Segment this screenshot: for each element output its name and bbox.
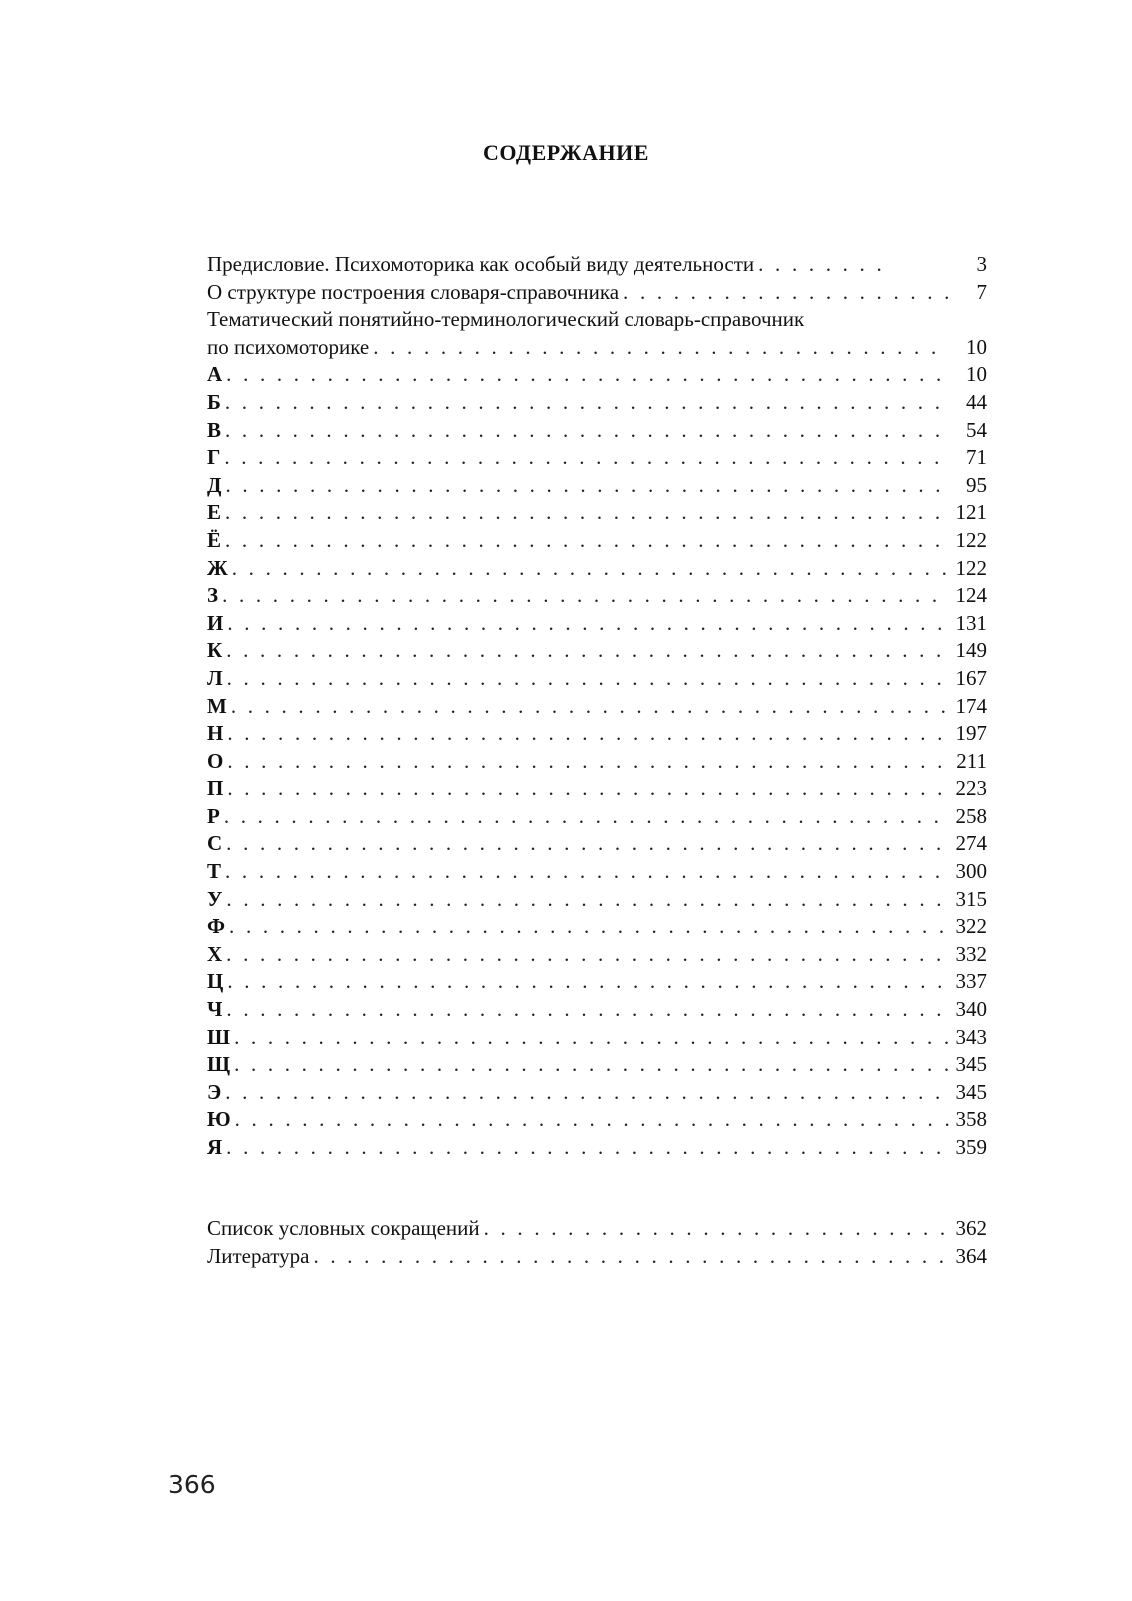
toc-entry-page: 124 (955, 583, 987, 608)
toc-entry-letter[interactable] (207, 1024, 987, 1052)
toc-entry-page: 131 (955, 610, 987, 635)
toc-entry-page: 300 (955, 859, 987, 884)
toc-entry-letter-label: В (207, 417, 222, 442)
toc-entry-letter[interactable] (207, 361, 987, 389)
dot-leader (484, 1215, 949, 1243)
toc-entry-title: Литература (207, 1243, 310, 1268)
toc-entry-letter[interactable] (207, 610, 987, 638)
dot-leader (226, 1134, 949, 1162)
toc-entry-page: 95 (966, 472, 987, 497)
dot-leader (226, 637, 949, 665)
dot-leader (226, 996, 949, 1024)
dot-leader (224, 803, 949, 831)
toc-entry-letter-label: М (207, 693, 227, 718)
toc-entry-letter[interactable] (207, 886, 987, 914)
toc-entry-title: Предисловие. Психомоторика как особый виду деятельности (207, 252, 755, 276)
toc-entry-letter[interactable] (207, 665, 987, 693)
toc-entry-letter[interactable] (207, 996, 987, 1024)
toc-entry-page: 54 (966, 417, 987, 442)
toc-entry-page: 223 (955, 776, 987, 801)
toc-entry-title-line: Тематический понятийно-терминологический словарь-справочник (207, 307, 805, 332)
toc-entry-letter-label: Щ (207, 1052, 231, 1077)
dot-leader (227, 720, 949, 748)
toc-entry-page: 7 (976, 279, 987, 304)
toc-entry-letter-label: Р (207, 803, 220, 828)
toc-entry-dictionary[interactable] (207, 306, 987, 361)
toc-entry-letter[interactable] (207, 720, 987, 748)
toc-entry-letter[interactable] (207, 1134, 987, 1162)
toc-entry-letter[interactable] (207, 637, 987, 665)
dot-leader (226, 941, 949, 969)
toc-entry-page: 167 (955, 665, 987, 690)
dot-leader (227, 968, 949, 996)
dot-leader (227, 665, 949, 693)
toc-entry-letter-label: Т (207, 859, 222, 884)
toc-entry-page: 332 (955, 941, 987, 966)
toc-entry-letter-label: Е (207, 500, 222, 525)
toc-entry-page: 322 (955, 914, 987, 939)
toc-entry-letter-label: К (207, 638, 223, 663)
toc-entry-letter[interactable] (207, 830, 987, 858)
toc-entry-page: 258 (955, 803, 987, 828)
toc-entry-letter-label: У (207, 886, 223, 911)
toc-entry-letter[interactable] (207, 1106, 987, 1134)
dot-leader (234, 1024, 949, 1052)
dot-leader (225, 858, 949, 886)
toc-entry-letter[interactable] (207, 389, 987, 417)
toc-entry-page: 274 (955, 831, 987, 856)
toc-entry-letter-label: Ф (207, 914, 226, 939)
toc-entry-letter[interactable] (207, 968, 987, 996)
letter-sections-list (207, 361, 987, 1161)
toc-entry-structure[interactable] (207, 279, 987, 307)
toc-entry-letter-label: А (207, 362, 223, 387)
toc-entry-letter-label: О (207, 748, 224, 773)
toc-entry-letter-label: Ч (207, 997, 223, 1022)
dot-leader (226, 830, 949, 858)
dot-leader (225, 499, 949, 527)
toc-entry-letter-label: Ю (207, 1107, 231, 1132)
toc-entry-page: 362 (955, 1216, 987, 1240)
dot-leader (227, 610, 949, 638)
dot-leader (229, 913, 949, 941)
toc-entry-letter[interactable] (207, 417, 987, 445)
toc-entry-letter[interactable] (207, 941, 987, 969)
toc-entry-letter[interactable] (207, 693, 987, 721)
toc-entry-page: 174 (955, 693, 987, 718)
toc-entry-page: 121 (955, 500, 987, 525)
dot-leader (235, 1106, 949, 1134)
toc-entry-letter[interactable] (207, 527, 987, 555)
toc-entry-page: 197 (955, 721, 987, 746)
toc-entry-letter[interactable] (207, 1051, 987, 1079)
dot-leader (313, 1243, 949, 1271)
toc-entry-letter-label: Х (207, 941, 223, 966)
toc-entry-page: 122 (955, 527, 987, 552)
toc-entry-letter[interactable] (207, 803, 987, 831)
toc-entry-letter-label: Б (207, 389, 221, 414)
page-number: 366 (168, 1470, 216, 1499)
dot-leader (227, 775, 949, 803)
dot-leader (227, 748, 949, 776)
toc-entry-page: 359 (955, 1135, 987, 1159)
toc-entry-letter-label: Г (207, 445, 221, 470)
dot-leader (225, 1079, 949, 1107)
dot-leader (234, 1051, 949, 1079)
dot-leader (226, 361, 949, 389)
toc-entry-letter-label: Я (207, 1135, 223, 1159)
dot-leader (226, 886, 949, 914)
dot-leader (225, 389, 949, 417)
toc-entry-title: Список условных сокращений (207, 1216, 480, 1240)
toc-entry-letter[interactable] (207, 472, 987, 500)
page-title: СОДЕРЖАНИЕ (483, 140, 649, 165)
toc-entry-page: 10 (966, 362, 987, 387)
toc-entry-letter-label: Ш (207, 1024, 231, 1049)
toc-entry-letter[interactable] (207, 499, 987, 527)
toc-entry-abbreviations[interactable] (207, 1215, 987, 1243)
toc-entry-page: 364 (955, 1243, 987, 1268)
toc-entry-page: 10 (966, 334, 987, 359)
toc-entry-letter[interactable] (207, 582, 987, 610)
toc-entry-title: О структуре построения словаря-справочника (207, 279, 620, 304)
toc-entry-page: 149 (955, 638, 987, 663)
table-of-contents (207, 251, 987, 1162)
toc-entry-letter-label: Л (207, 665, 223, 690)
toc-entry-letter-label: Ц (207, 969, 224, 994)
dot-leader (231, 693, 949, 721)
toc-entry-page: 71 (966, 445, 987, 470)
toc-entry-letter[interactable] (207, 748, 987, 776)
toc-entry-letter-label: Ж (207, 555, 228, 580)
toc-entry-literature[interactable] (207, 1243, 987, 1271)
toc-entry-letter[interactable] (207, 444, 987, 472)
toc-entry-page: 343 (955, 1024, 987, 1049)
toc-entry-letter[interactable] (207, 913, 987, 941)
toc-entry-page: 337 (955, 969, 987, 994)
toc-entry-letter[interactable] (207, 1079, 987, 1107)
toc-entry-letter-label: Э (207, 1079, 222, 1104)
toc-entry-letter[interactable] (207, 555, 987, 583)
dot-leader (758, 251, 949, 279)
toc-entry-letter-label: П (207, 776, 224, 801)
toc-entry-page: 44 (966, 389, 987, 414)
toc-entry-page: 345 (955, 1079, 987, 1104)
toc-entry-letter-label: И (207, 610, 224, 635)
table-of-contents-appendix (207, 1215, 987, 1270)
toc-entry-letter-label: С (207, 831, 223, 856)
dot-leader (224, 444, 949, 472)
toc-entry-letter-label: Н (207, 721, 224, 746)
dot-leader (623, 279, 949, 307)
dot-leader (222, 582, 949, 610)
dot-leader (373, 334, 949, 362)
toc-entry-page: 3 (976, 252, 987, 276)
toc-entry-page: 345 (955, 1052, 987, 1077)
toc-entry-title: по психомоторике (207, 334, 370, 359)
toc-entry-letter[interactable] (207, 775, 987, 803)
dot-leader (232, 555, 949, 583)
toc-entry-page: 340 (955, 997, 987, 1022)
dot-leader (225, 527, 949, 555)
dot-leader (225, 472, 949, 500)
toc-entry-page: 315 (955, 886, 987, 911)
toc-entry-preface[interactable] (207, 251, 987, 279)
toc-entry-letter[interactable] (207, 858, 987, 886)
dot-leader (225, 417, 949, 445)
toc-entry-letter-label: Д (207, 472, 222, 497)
toc-entry-page: 211 (956, 748, 987, 773)
toc-entry-page: 122 (955, 555, 987, 580)
toc-entry-letter-label: З (207, 583, 219, 608)
toc-entry-letter-label: Ё (207, 527, 222, 552)
toc-entry-page: 358 (955, 1107, 987, 1132)
